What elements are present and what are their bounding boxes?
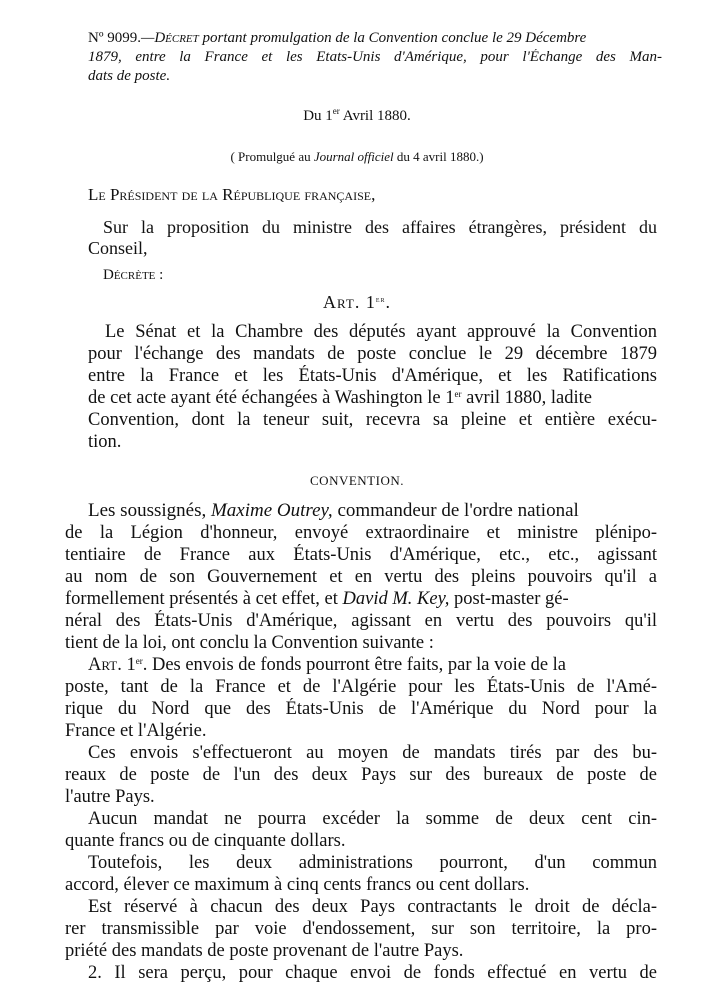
envois-line-3: l'autre Pays. bbox=[65, 787, 155, 807]
aucun-line-2: quante francs ou de cinquante dollars. bbox=[65, 831, 346, 851]
convention-art1-line-4: France et l'Algérie. bbox=[65, 721, 207, 741]
convention-art1-line-3: rique du Nord que des États-Unis de l'Amérique du Nord pour la bbox=[65, 699, 657, 719]
convention-p1-line-4: au nom de son Gouvernement et en vertu des pleins pouvoirs qu'il a bbox=[65, 567, 657, 587]
article-1-line-4: de cet acte ayant été échangées à Washington le 1er avril 1880, ladite bbox=[88, 388, 592, 408]
article-1-heading: Art. 1er. bbox=[322, 292, 391, 312]
promulgation-note: ( Promulgué au Journal officiel du 4 avril 1880.) bbox=[230, 149, 484, 164]
convention-art1-line-2: poste, tant de la France et de l'Algérie pour les États-Unis de l'Amé- bbox=[65, 677, 657, 697]
president-heading: Le Président de la République française, bbox=[88, 185, 376, 204]
proposal-line-1: Sur la proposition du ministre des affaires étrangères, président du bbox=[103, 217, 657, 237]
decree-title-line-1: portant promulgation de la Convention conclue le 29 Décembre bbox=[198, 30, 587, 46]
decree-header-line-3: dats de poste. bbox=[88, 68, 171, 84]
toutefois-line-2: accord, élever ce maximum à cinq cents francs ou cent dollars. bbox=[65, 875, 530, 895]
envois-line-2: reaux de poste de l'un des deux Pays sur des bureaux de poste de bbox=[65, 765, 657, 785]
convention-p1-line-1: Les soussignés, Maxime Outrey, commandeur de l'ordre national bbox=[88, 500, 579, 521]
convention-p1-line-2: de la Légion d'honneur, envoyé extraordinaire et ministre plénipo- bbox=[65, 523, 657, 543]
convention-p1-line-7: tient de la loi, ont conclu la Convention suivante : bbox=[65, 633, 434, 653]
article-1-line-1: Le Sénat et la Chambre des députés ayant approuvé la Convention bbox=[105, 322, 657, 342]
decrees-label: Décrète : bbox=[103, 267, 164, 283]
proposal-line-2: Conseil, bbox=[88, 238, 148, 258]
convention-p1-line-3: tentiaire de France aux États-Unis d'Amérique, etc., etc., agissant bbox=[65, 545, 657, 565]
decree-header-line-1 bbox=[88, 30, 662, 47]
convention-p1-line-5: formellement présentés à cet effet, et David M. Key, post-master gé- bbox=[65, 589, 569, 609]
article-1-line-2: pour l'échange des mandats de poste conclue le 29 décembre 1879 bbox=[88, 344, 657, 364]
convention-art1-line-1: Art. 1er. Des envois de fonds pourront être faits, par la voie de la bbox=[88, 655, 567, 675]
reserve-line-1: Est réservé à chacun des deux Pays contractants le droit de décla- bbox=[88, 897, 657, 917]
convention-p1-line-6: néral des États-Unis d'Amérique, agissant en vertu des pouvoirs qu'il bbox=[65, 611, 657, 631]
envois-line-1: Ces envois s'effectueront au moyen de mandats tirés par des bu- bbox=[88, 743, 657, 763]
article-1-line-3: entre la France et les États-Unis d'Amérique, et les Ratifications bbox=[88, 366, 657, 386]
decree-number: Nº 9099. bbox=[88, 30, 141, 46]
convention-heading: CONVENTION. bbox=[310, 473, 404, 488]
reserve-line-3: priété des mandats de poste provenant de l'autre Pays. bbox=[65, 941, 464, 961]
reserve-line-2: rer transmissible par voie d'endossement, sur son territoire, la pro- bbox=[65, 919, 657, 939]
decree-header-line-2: 1879, entre la France et les Etats-Unis d'Amérique, pour l'Échange des Man- bbox=[88, 49, 662, 65]
signatory-key: David M. Key, bbox=[342, 589, 450, 609]
article-2-line-1: 2. Il sera perçu, pour chaque envoi de fonds effectué en vertu de bbox=[88, 963, 657, 983]
decree-date: Du 1er Avril 1880. bbox=[303, 106, 411, 124]
aucun-line-1: Aucun mandat ne pourra excéder la somme de deux cent cin- bbox=[88, 809, 657, 829]
article-1-line-6: tion. bbox=[88, 432, 122, 452]
decree-title-word: —Décret bbox=[140, 30, 199, 46]
article-1-line-5: Convention, dont la teneur suit, recevra sa pleine et entière exécu- bbox=[88, 410, 657, 430]
signatory-outrey: Maxime Outrey, bbox=[210, 500, 333, 521]
toutefois-line-1: Toutefois, les deux administrations pourront, d'un commun bbox=[88, 853, 657, 873]
